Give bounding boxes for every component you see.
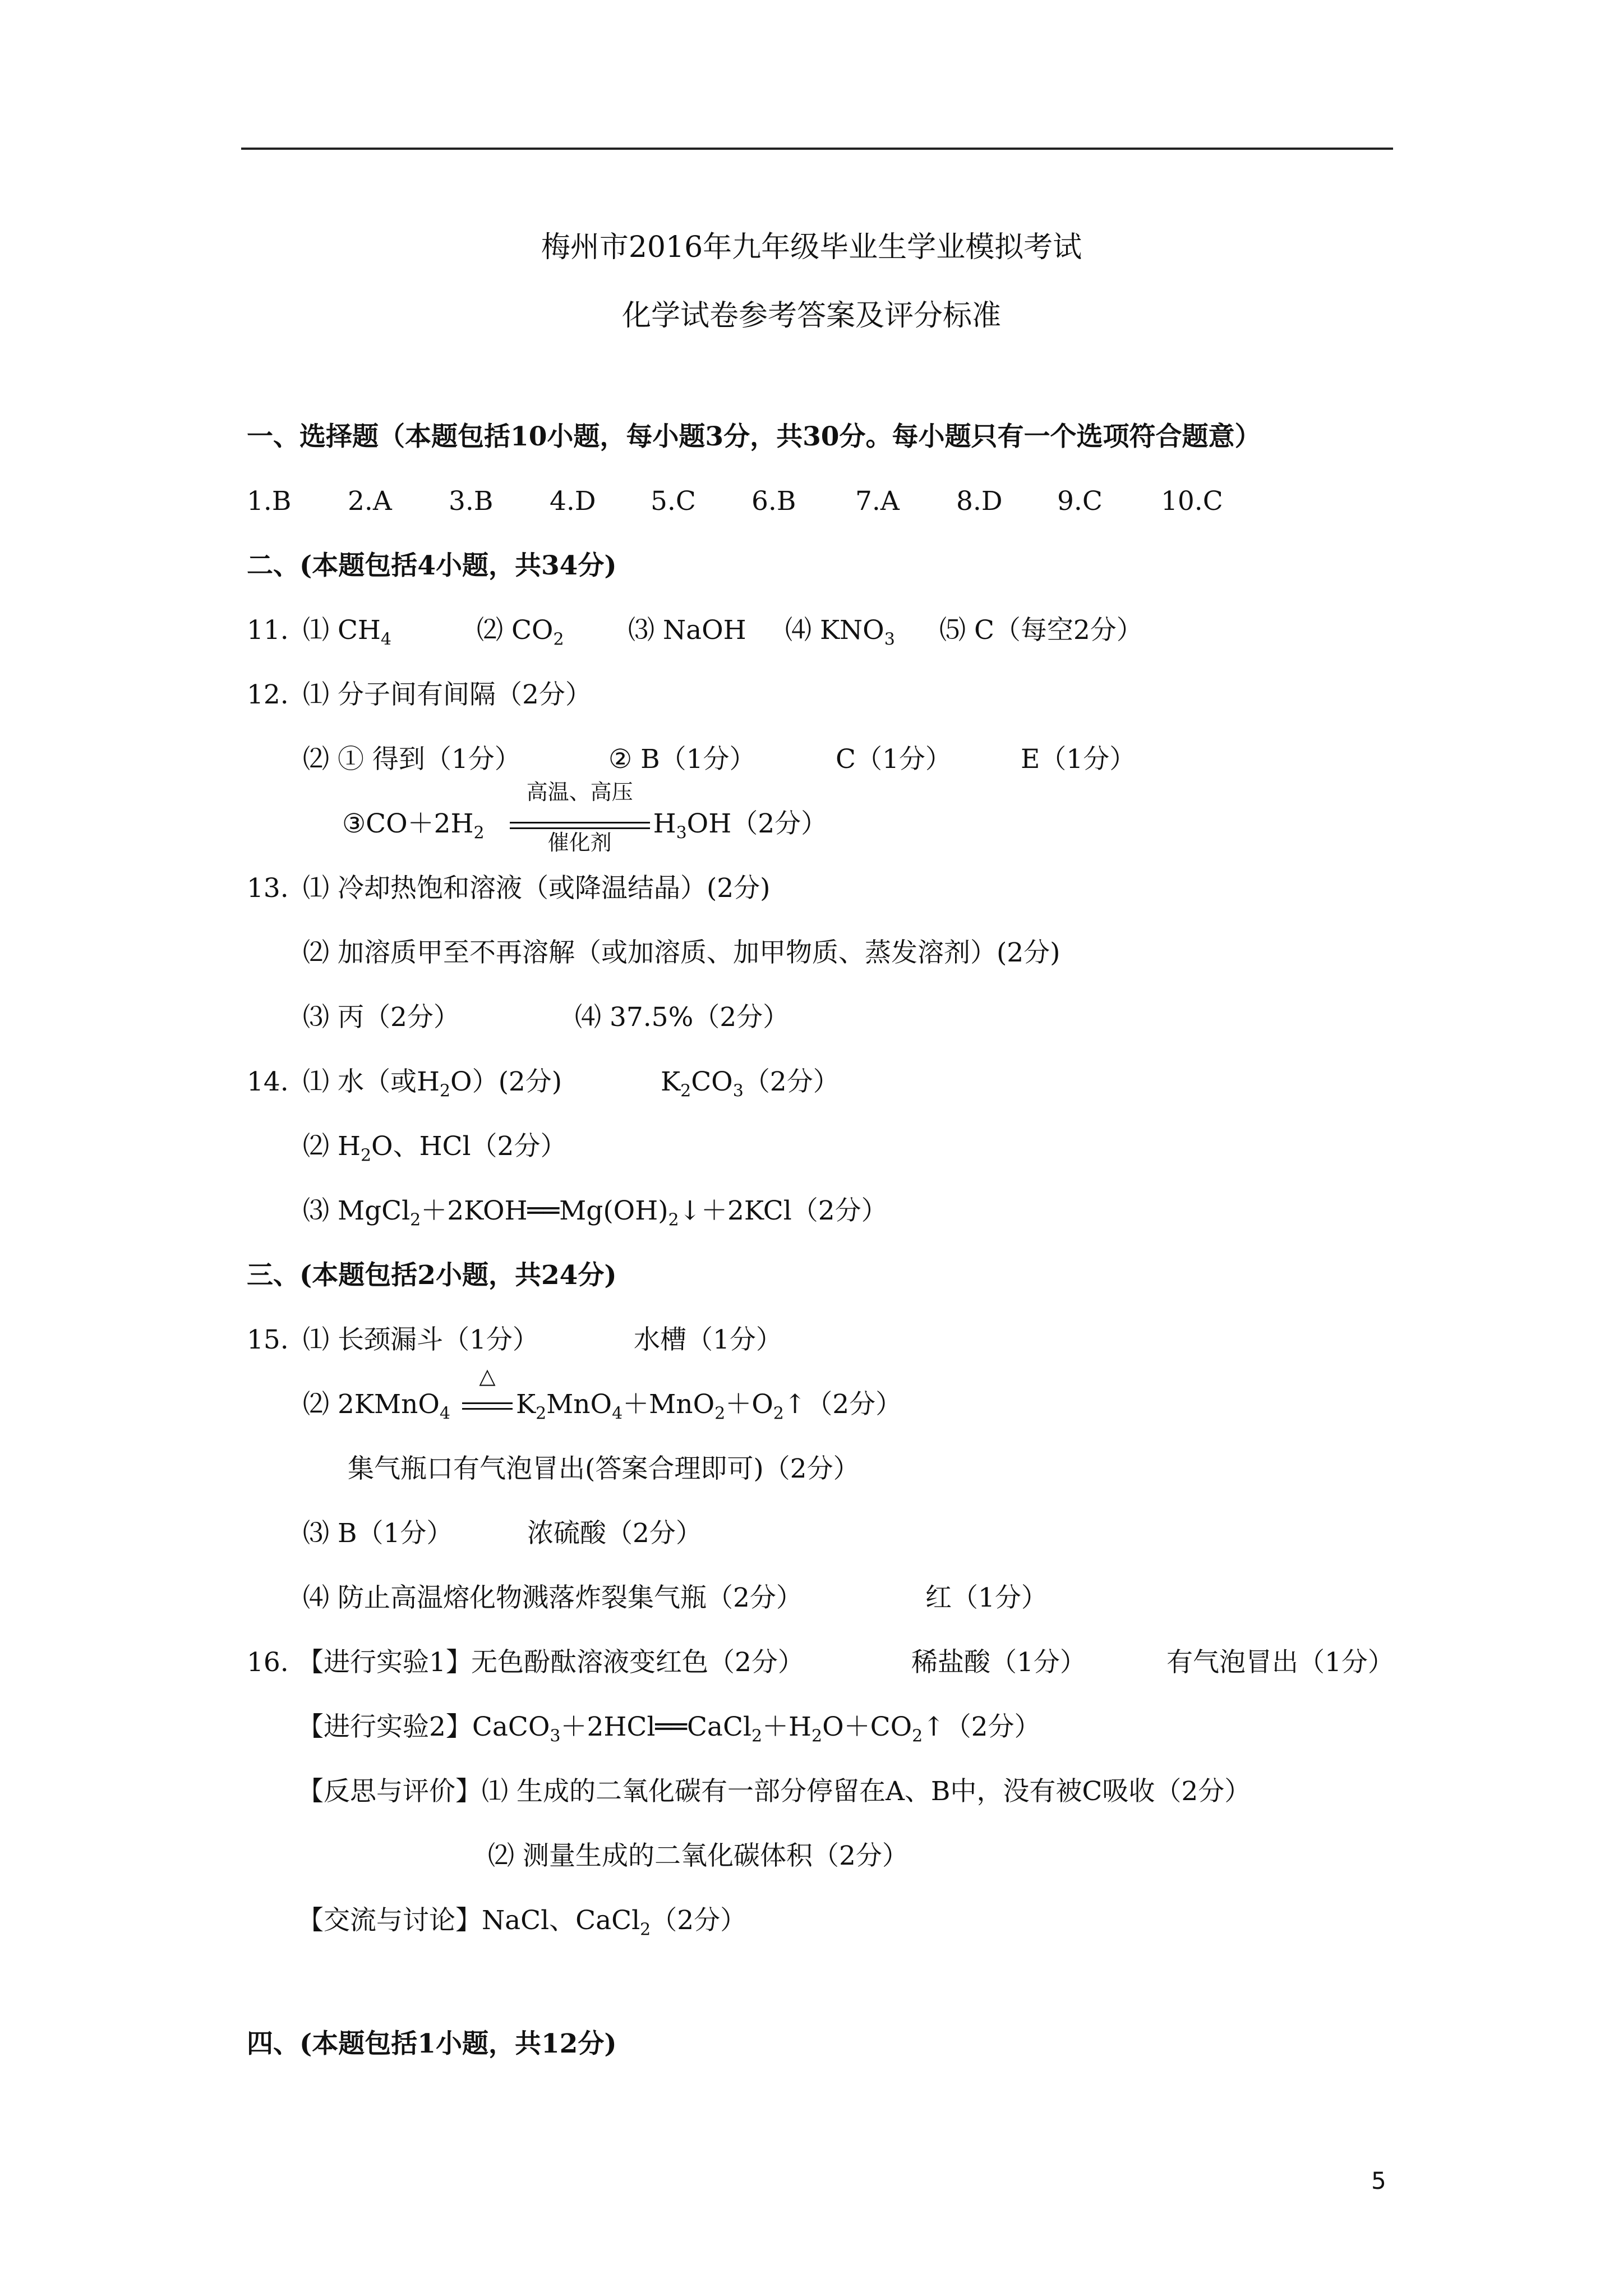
section-2-heading: 二、(本题包括4小题，共34分) (247, 550, 617, 581)
answer-13-3: ⑶ 丙（2分） (303, 1002, 460, 1033)
mc-answer: 9.C (1057, 486, 1103, 517)
answer-12-2d: E（1分） (1021, 744, 1136, 775)
mc-answer: 1.B (247, 486, 292, 517)
mc-answer: 10.C (1161, 486, 1223, 517)
mc-answer: 3.B (449, 486, 494, 517)
answer-15-3b: 浓硫酸（2分） (527, 1518, 702, 1549)
answer-12-3-equation: $③CO+2H_2$ 高温、高压 催化剂 $H_3OH(2$分） (342, 779, 828, 855)
section-4-heading: 四、(本题包括1小题，共12分) (247, 2028, 617, 2059)
discussion-label: 【交流与讨论】 (297, 1905, 482, 1936)
mc-answer: 7.A (855, 486, 900, 517)
question-number: 15. (247, 1324, 289, 1355)
reaction-condition (510, 779, 650, 855)
answer-15-4-row (303, 1582, 1048, 1613)
answer-14-3: ⑶ $MgCl_2+2KOH══Mg(OH)_2↓+2KCl(2$分） (303, 1195, 888, 1230)
question-16 (247, 1647, 1394, 1678)
section-1-heading: 一、选择题（本题包括10小题，每小题3分，共30分。每小题只有一个选项符合题意） (247, 421, 1261, 452)
question-number: 11. (247, 615, 289, 646)
answer-16-r1: ⑴ 生成的二氧化碳有一部分停留在A、B中，没有被C吸收（2分） (482, 1776, 1251, 1807)
answer-11-4: ⑷ $KNO_3$ (785, 615, 895, 650)
answer-11-5: ⑸ C（每空2分） (939, 615, 1143, 646)
answer-12-2-row (303, 744, 1136, 775)
answer-13-2: ⑵ 加溶质甲至不再溶解（或加溶质、加甲物质、蒸发溶剂）(2分) (303, 937, 1061, 968)
answer-15-3-row (303, 1518, 702, 1549)
mc-answer: 5.C (651, 486, 696, 517)
answer-15-1b: 水槽（1分） (634, 1324, 782, 1355)
experiment-2-equation: $CaCO_3+2HCl══CaCl_2+H_2O+CO_2↑(2$分） (472, 1711, 1041, 1746)
answer-11-1: ⑴ $CH_4$ (303, 615, 391, 650)
mc-answer: 4.D (550, 486, 596, 517)
answer-11-2: ⑵ $CO_2$ (477, 615, 564, 650)
question-11 (247, 615, 1143, 650)
answer-key-title: 化学试卷参考答案及评分标准 (621, 299, 1001, 333)
heat-condition (462, 1363, 513, 1420)
answer-16-discussion: NaCl、CaCl$_2$（2分） (482, 1905, 747, 1940)
answer-15-2-observation: 集气瓶口有气泡冒出(答案合理即可)（2分） (348, 1453, 860, 1484)
question-12 (247, 679, 592, 710)
answer-14-2: ⑵ $H_2O$、HCl（2分） (303, 1131, 567, 1166)
experiment-2-label: 【进行实验2】 (297, 1711, 472, 1742)
answer-16-r2: ⑵ 测量生成的二氧化碳体积（2分） (488, 1841, 909, 1871)
answer-12-2c: C（1分） (836, 744, 952, 775)
answer-14-1b: $K_2CO_3(2$分） (661, 1066, 840, 1101)
answer-15-4a: ⑷ 防止高温熔化物溅落炸裂集气瓶（2分） (303, 1582, 803, 1613)
answer-12-1: ⑴ 分子间有间隔（2分） (303, 679, 592, 710)
reflection-label: 【反思与评价】 (297, 1776, 482, 1807)
answer-12-2b: ② B（1分） (608, 744, 756, 775)
equals-sign: ══ (527, 1195, 560, 1226)
answer-13-1: ⑴ 冷却热饱和溶液（或降温结晶）(2分) (303, 873, 771, 904)
reflection-row (297, 1778, 1251, 1805)
answer-11-3: ⑶ NaOH (628, 615, 746, 646)
answer-15-1a: ⑴ 长颈漏斗（1分） (303, 1324, 539, 1355)
question-14 (247, 1066, 840, 1101)
answer-16-e1a: 无色酚酞溶液变红色（2分） (471, 1647, 804, 1678)
header-rule (241, 148, 1393, 150)
mc-answer: 6.B (751, 486, 796, 517)
answer-15-3a: ⑶ B（1分） (303, 1518, 453, 1549)
question-number: 14. (247, 1066, 289, 1097)
discussion-row (297, 1907, 746, 1938)
answer-12-2a: ⑵ ① 得到（1分） (303, 744, 521, 775)
answer-16-e1c: 有气泡冒出（1分） (1166, 1647, 1394, 1678)
question-number: 13. (247, 873, 289, 904)
answer-16-e1b: 稀盐酸（1分） (911, 1647, 1086, 1678)
condition-top: 高温、高压 (526, 779, 633, 804)
answer-15-4b: 红（1分） (925, 1582, 1048, 1613)
exam-title: 梅州市2016年九年级毕业生学业模拟考试 (541, 231, 1082, 264)
question-number: 16. (247, 1647, 289, 1678)
question-15 (247, 1324, 782, 1355)
experiment-2-row (297, 1711, 1041, 1746)
mc-answer: 2.A (348, 486, 392, 517)
answer-14-1a: ⑴ 水（或$H_2O)(2$分) (303, 1066, 562, 1101)
question-13 (247, 873, 771, 904)
mc-answer: 8.D (956, 486, 1003, 517)
answer-13-4: ⑷ 37.5%（2分） (575, 1002, 790, 1033)
experiment-1-label: 【进行实验1】 (297, 1647, 472, 1678)
question-number: 12. (247, 679, 289, 710)
condition-bottom: 催化剂 (547, 830, 612, 855)
heat-symbol: △ (479, 1363, 496, 1388)
answer-13-3-4-row (303, 1002, 790, 1033)
page-number: 5 (1371, 2167, 1386, 2194)
answer-15-2-equation: ⑵ 2KMnO$_4$ △ $K_2MnO_4+MnO_2+O_2↑(2$分） (303, 1363, 902, 1424)
section-3-heading: 三、(本题包括2小题，共24分) (247, 1260, 617, 1291)
